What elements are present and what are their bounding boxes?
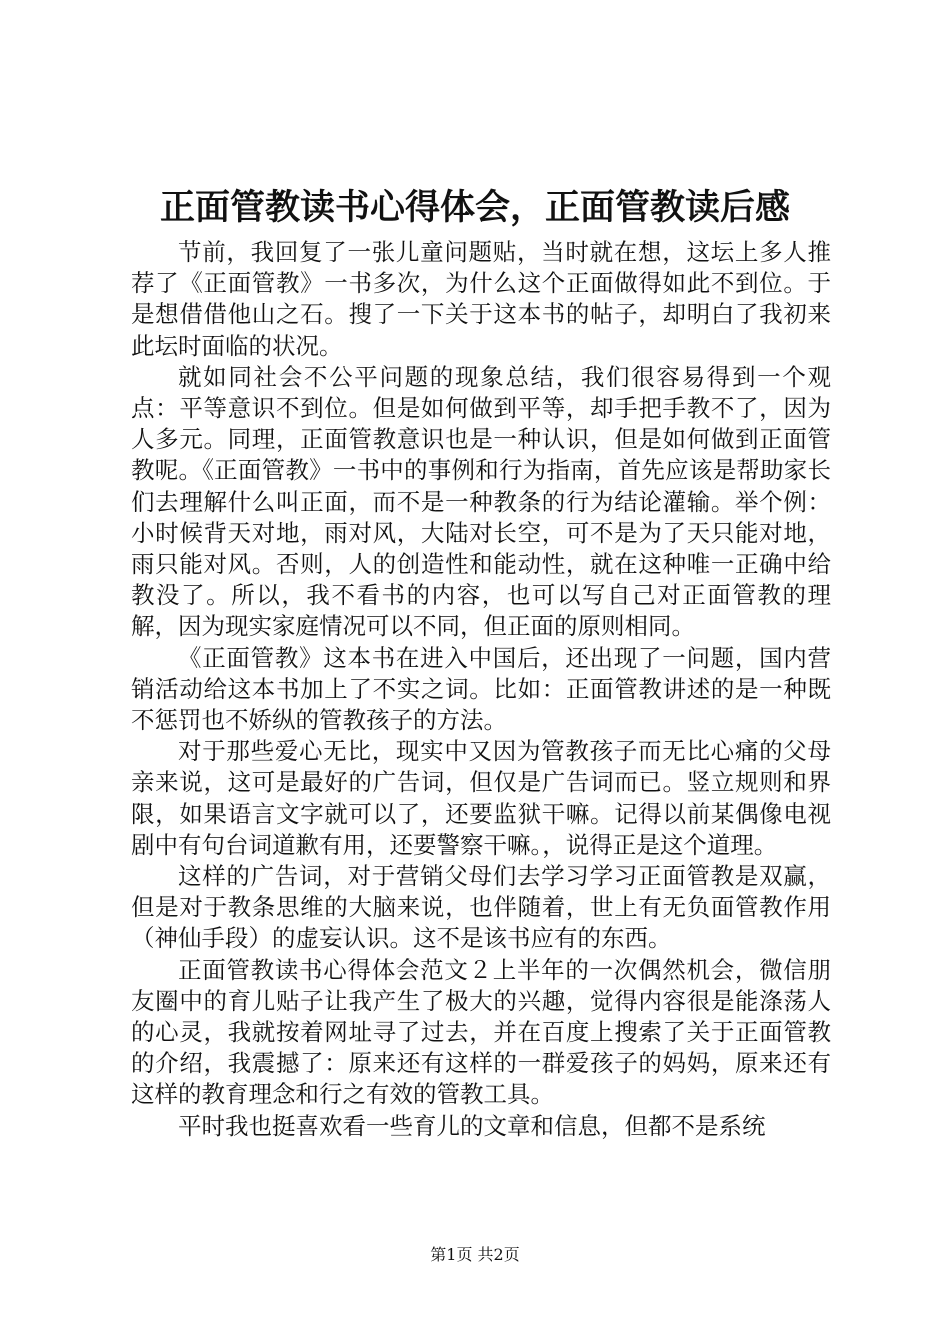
paragraph: 正面管教读书心得体会范文２上半年的一次偶然机会，微信朋友圈中的育儿贴子让我产生了极大的兴趣，觉得内容很是能涤荡人的心灵，我就按着网址寻了过去，并在百度上搜索了关于正面管教的介绍，我震撼了：原来还有这样的一群爱孩子的妈妈，原来还有这样的教育理念和行之有效的管教工具。 <box>131 955 831 1109</box>
paragraph: 这样的广告词，对于营销父母们去学习学习正面管教是双赢，但是对于教条思维的大脑来说，也伴随着，世上有无负面管教作用（神仙手段）的虚妄认识。这不是该书应有的东西。 <box>131 862 831 953</box>
paragraph: 《正面管教》这本书在进入中国后，还出现了一问题，国内营销活动给这本书加上了不实之词。比如：正面管教讲述的是一种既不惩罚也不娇纵的管教孩子的方法。 <box>131 643 831 735</box>
paragraph: 节前，我回复了一张儿童问题贴，当时就在想，这坛上多人推荐了《正面管教》一书多次，为什么这个正面做得如此不到位。于是想借借他山之石。搜了一下关于这本书的帖子，却明白了我初来此坛时面临的状况。 <box>131 238 831 360</box>
document-title: 正面管教读书心得体会，正面管教读后感 <box>159 188 790 228</box>
paragraph: 平时我也挺喜欢看一些育儿的文章和信息，但都不是系统 <box>178 1111 766 1140</box>
page-number-footer: 第1页 共2页 <box>430 1245 520 1264</box>
document-body <box>131 237 831 1142</box>
paragraph: 对于那些爱心无比，现实中又因为管教孩子而无比心痛的父母亲来说，这可是最好的广告词，但仅是广告词而已。竖立规则和界限，如果语言文字就可以了，还要监狱干嘛。记得以前某偶像电视剧中有句台词道歉有用，还要警察干嘛。，说得正是这个道理。 <box>131 737 831 859</box>
paragraph: 就如同社会不公平问题的现象总结，我们很容易得到一个观点：平等意识不到位。但是如何做到平等，却手把手教不了，因为人多元。同理，正面管教意识也是一种认识，但是如何做到正面管教呢。《正面管教》一书中的事例和行为指南，首先应该是帮助家长们去理解什么叫正面，而不是一种教条的行为结论灌输。举个例：小时候背天对地，雨对风，大陆对长空，可不是为了天只能对地，雨只能对风。否则，人的创造性和能动性，就在这种唯一正确中给教没了。所以，我不看书的内容，也可以写自己对正面管教的理解，因为现实家庭情况可以不同，但正面的原则相同。 <box>131 362 831 641</box>
